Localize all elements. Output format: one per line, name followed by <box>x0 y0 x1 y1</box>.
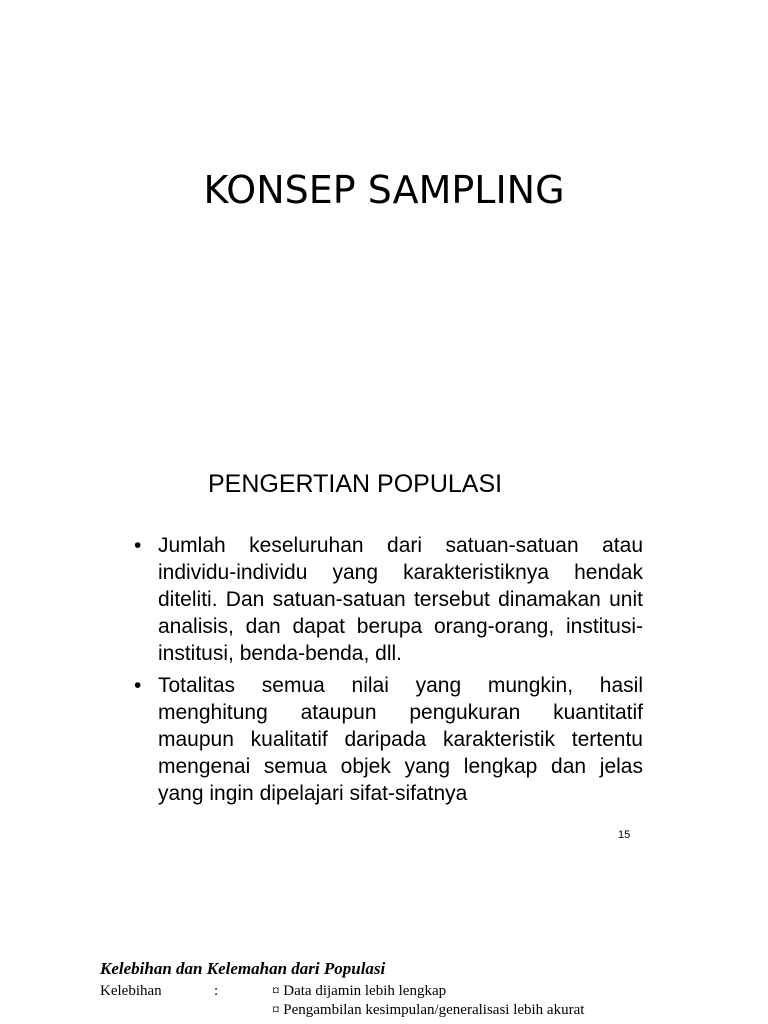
section-heading: PENGERTIAN POPULASI <box>208 470 503 498</box>
page-number: 15 <box>618 829 631 841</box>
bullet-text: Jumlah keseluruhan dari satuan-satuan atau individu-individu yang karakteristiknya hendak diteliti. Dan satuan-satuan tersebut dinamakan unit analisis, dan dapat berupa orang-orang, institusi-institusi, benda-benda, dll. <box>158 534 643 665</box>
kelebihan-item: ¤ Data dijamin lebih lengkap <box>272 983 447 999</box>
bullet-marker: • <box>134 674 142 697</box>
kelebihan-kelemahan-heading: Kelebihan dan Kelemahan dari Populasi <box>100 959 386 978</box>
bullet-text: Totalitas semua nilai yang mungkin, hasil menghitung ataupun pengukuran kuantitatif maupun kualitatif daripada karakteristik tertentu mengenai semua objek yang lengkap dan jelas yang ingin dipelajari sifat-sifatnya <box>158 674 643 805</box>
bullet-marker: • <box>134 534 142 557</box>
bullet-item-definition-2 <box>134 672 643 807</box>
kelebihan-label: Kelebihan <box>100 983 162 999</box>
kelebihan-item: ¤ Pengambilan kesimpulan/generalisasi lebih akurat <box>272 1002 585 1018</box>
slide-title: KONSEP SAMPLING <box>203 168 565 212</box>
bullet-item-definition-1 <box>134 532 643 667</box>
kelebihan-colon: : <box>214 983 219 999</box>
bullet-list <box>134 532 643 812</box>
